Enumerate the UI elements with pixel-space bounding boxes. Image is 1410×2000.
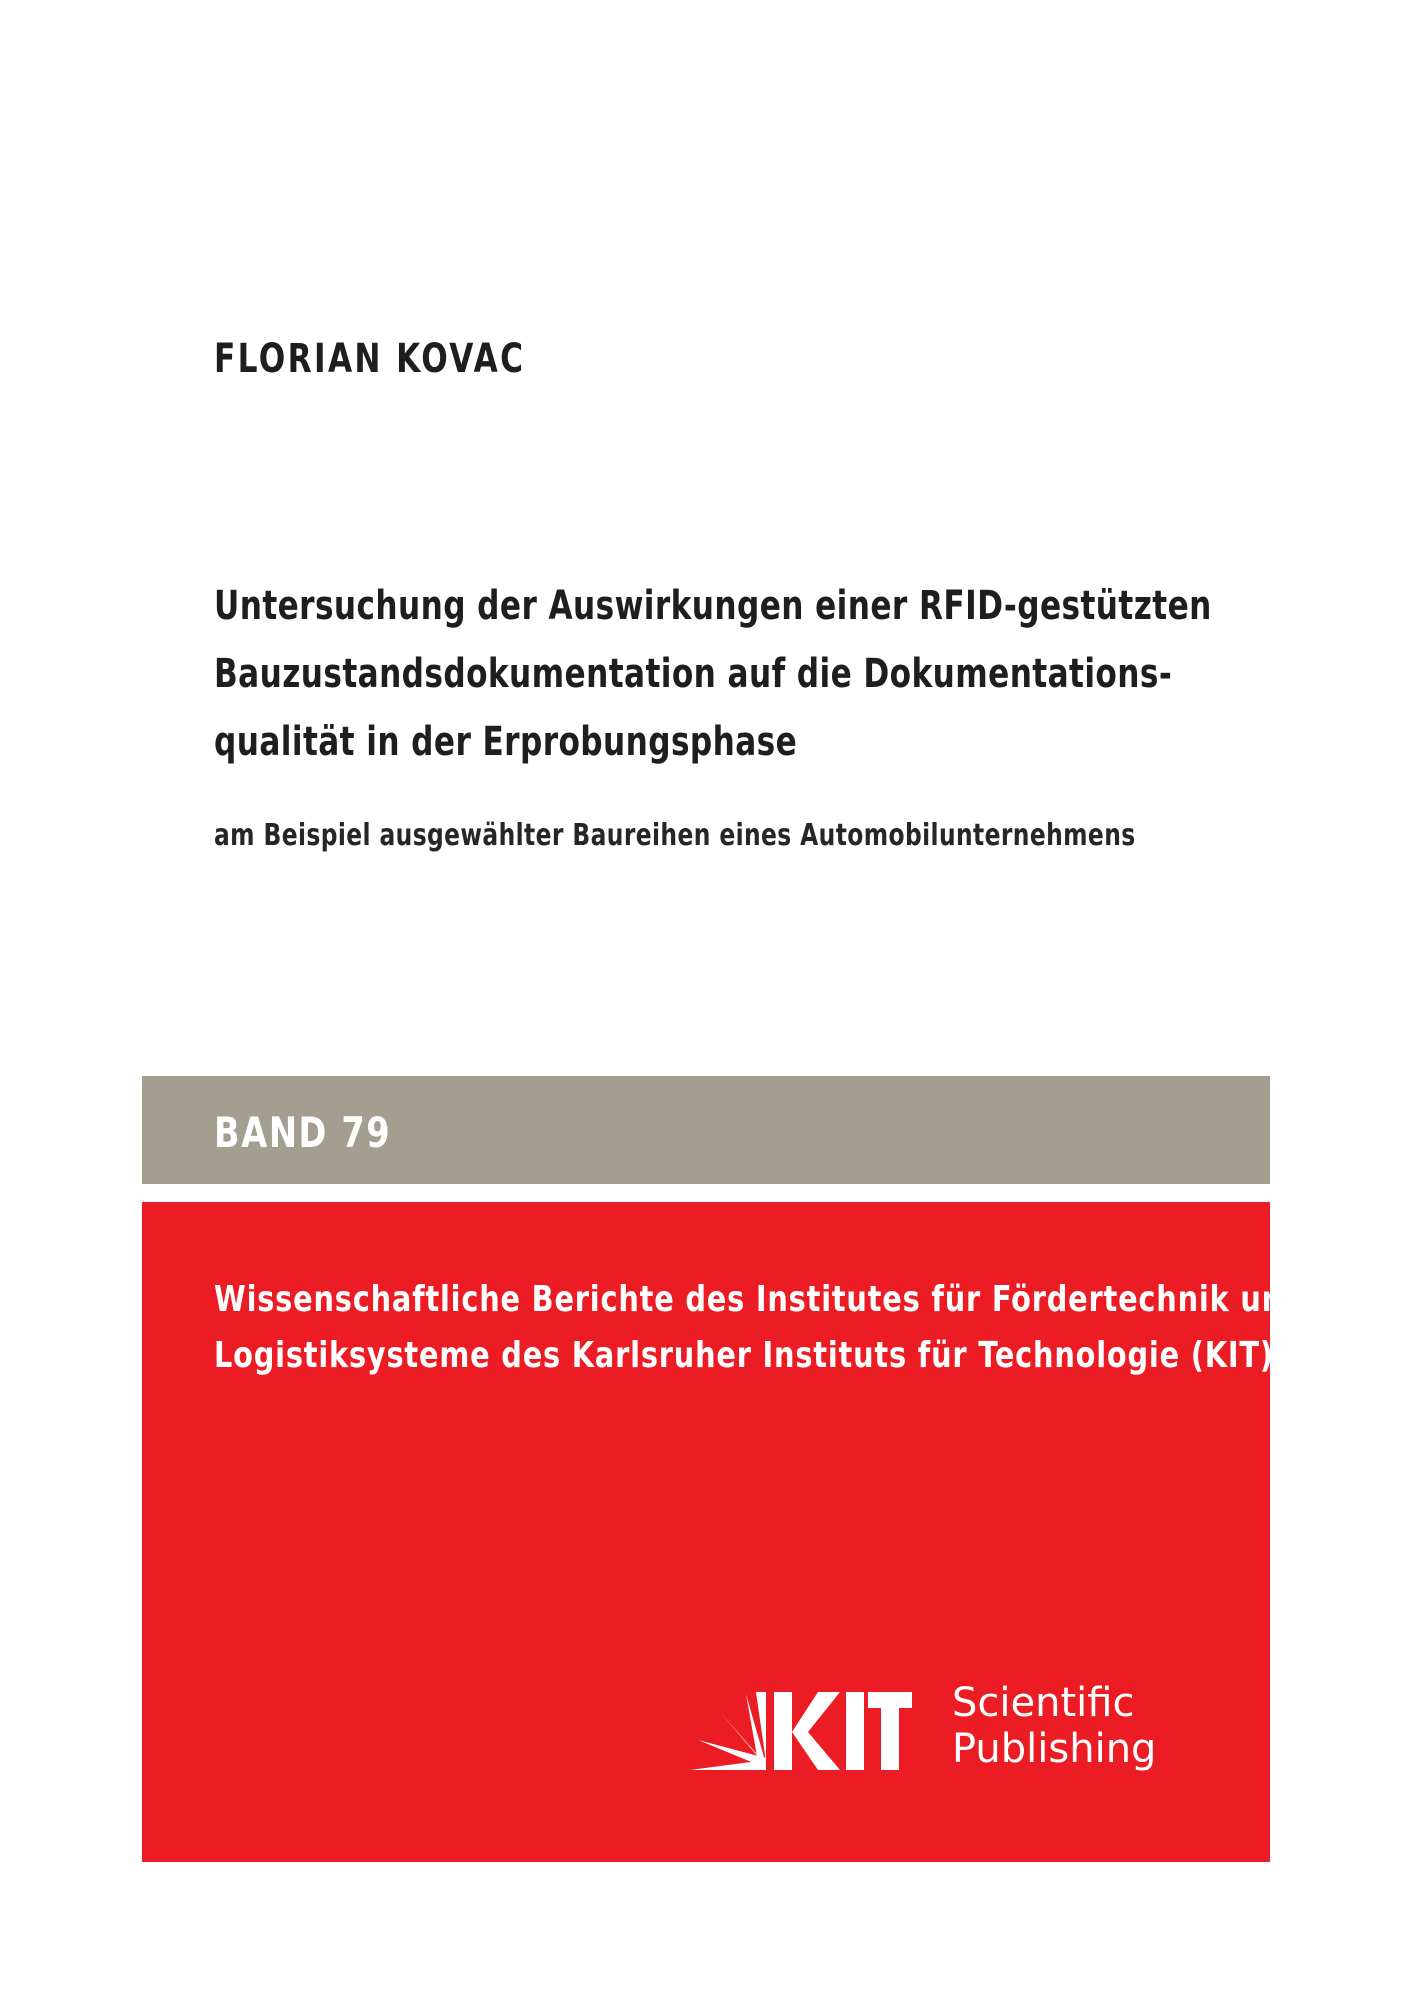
title-line: Bauzustandsdokumentation auf die Dokumentations- [214,651,1173,697]
publisher-name [952,1680,1156,1772]
title-line: qualität in der Erprobungsphase [214,719,798,765]
kit-scientific-publishing-logo [690,1680,1190,1790]
book-subtitle: am Beispiel ausgewählter Baureihen eines Automobilunternehmens [214,818,1136,853]
band-bar [142,1076,1270,1184]
author-name: FLORIAN KOVAC [214,336,526,382]
publisher-line: Scientific [952,1680,1135,1726]
series-title [214,1272,1304,1384]
series-box [142,1202,1305,1862]
logo-text: KIT [690,1688,692,1689]
band-number: BAND 79 [214,1108,392,1157]
series-line: Logistiksysteme des Karlsruher Instituts für Technologie (KIT) [214,1335,1274,1376]
kit-logo-icon [690,1688,912,1774]
book-title [214,572,1212,776]
series-line: Wissenschaftliche Berichte des Institutes für Fördertechnik und [214,1279,1305,1320]
title-line: Untersuchung der Auswirkungen einer RFID-gestützten [214,583,1212,629]
publisher-line: Publishing [952,1726,1157,1772]
